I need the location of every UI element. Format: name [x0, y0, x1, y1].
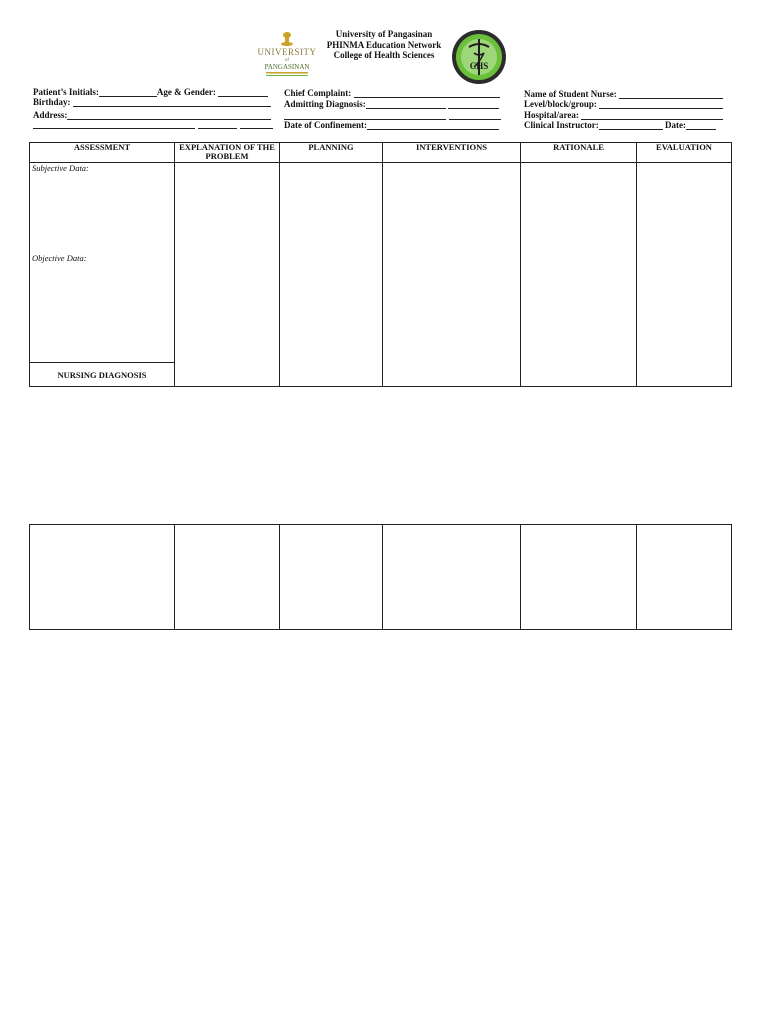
assessment-cell[interactable]	[30, 163, 175, 363]
clinical-instructor-label: Clinical Instructor:	[524, 120, 599, 130]
continuation-interventions-cell[interactable]	[383, 525, 521, 630]
date-confinement-label: Date of Confinement:	[284, 120, 367, 130]
university-logo	[254, 29, 320, 81]
university-name: University of Pangasinan	[335, 29, 433, 39]
admitting-diagnosis-row	[284, 99, 499, 109]
student-nurse-field[interactable]	[619, 89, 723, 99]
chief-complaint-field[interactable]	[354, 88, 500, 98]
birthday-field[interactable]	[73, 97, 271, 107]
college-name: College of Health Sciences	[333, 50, 435, 60]
continuation-row	[30, 525, 732, 630]
student-nurse-label: Name of Student Nurse:	[524, 89, 617, 99]
age-gender-field[interactable]	[218, 87, 268, 97]
date-label: Date:	[665, 120, 686, 130]
hospital-area-row	[524, 110, 723, 120]
level-block-field[interactable]	[599, 99, 723, 109]
objective-data-label: Objective Data:	[32, 253, 87, 263]
logo-text-pangasinan: PANGASINAN	[264, 63, 310, 71]
institution-header	[320, 29, 448, 61]
rationale-cell[interactable]	[521, 163, 637, 387]
care-plan-table	[29, 142, 732, 387]
admitting-diagnosis-field-b[interactable]	[448, 99, 499, 109]
continuation-rationale-cell[interactable]	[521, 525, 637, 630]
hospital-area-label: Hospital/area:	[524, 110, 579, 120]
admitting-diagnosis-label: Admitting Diagnosis:	[284, 99, 366, 109]
table-body-row	[30, 163, 732, 363]
col-explanation: EXPLANATION OF THE PROBLEM	[175, 143, 280, 163]
continuation-assessment-cell[interactable]	[30, 525, 175, 630]
address-label: Address:	[33, 110, 68, 120]
chief-complaint-label: Chief Complaint:	[284, 88, 352, 98]
continuation-explanation-cell[interactable]	[175, 525, 280, 630]
seal-text: CHS	[469, 61, 489, 71]
clinical-instructor-field[interactable]	[599, 120, 663, 130]
evaluation-cell[interactable]	[637, 163, 732, 387]
patient-initials-row	[33, 87, 268, 97]
birthday-row	[33, 97, 271, 107]
table-header-row	[30, 143, 732, 163]
continuation-evaluation-cell[interactable]	[637, 525, 732, 630]
address-line-2a[interactable]	[33, 128, 195, 129]
birthday-label: Birthday:	[33, 97, 71, 107]
col-interventions: INTERVENTIONS	[383, 143, 521, 163]
logo-text-of: of	[284, 58, 290, 63]
planning-cell[interactable]	[280, 163, 383, 387]
date-confinement-row	[284, 120, 499, 130]
col-rationale: RATIONALE	[521, 143, 637, 163]
continuation-planning-cell[interactable]	[280, 525, 383, 630]
age-gender-label: Age & Gender:	[156, 87, 216, 97]
address-line-2c[interactable]	[240, 128, 273, 129]
hospital-area-field[interactable]	[581, 110, 723, 120]
explanation-cell[interactable]	[175, 163, 280, 387]
level-block-row	[524, 99, 723, 109]
chs-seal-logo	[451, 29, 507, 85]
nursing-diagnosis-label[interactable]: NURSING DIAGNOSIS	[30, 363, 175, 387]
subjective-data-label: Subjective Data:	[32, 163, 89, 173]
address-line-2b[interactable]	[198, 128, 237, 129]
chief-complaint-row	[284, 88, 500, 98]
address-row	[33, 110, 271, 120]
patient-initials-field[interactable]	[99, 87, 157, 97]
date-field[interactable]	[686, 120, 716, 130]
clinical-instructor-row	[524, 120, 716, 130]
student-nurse-row	[524, 89, 723, 99]
col-planning: PLANNING	[280, 143, 383, 163]
network-name: PHINMA Education Network	[326, 39, 442, 50]
continuation-table	[29, 524, 732, 630]
col-evaluation: EVALUATION	[637, 143, 732, 163]
date-confinement-field[interactable]	[367, 120, 499, 130]
address-field[interactable]	[67, 110, 271, 120]
admitting-diagnosis-field-a[interactable]	[366, 99, 446, 109]
col-assessment: ASSESSMENT	[30, 143, 175, 163]
patient-initials-label: Patient’s Initials:	[33, 87, 99, 97]
level-block-label: Level/block/group:	[524, 99, 597, 109]
logo-text-university: UNIVERSITY	[257, 47, 317, 57]
interventions-cell[interactable]	[383, 163, 521, 387]
